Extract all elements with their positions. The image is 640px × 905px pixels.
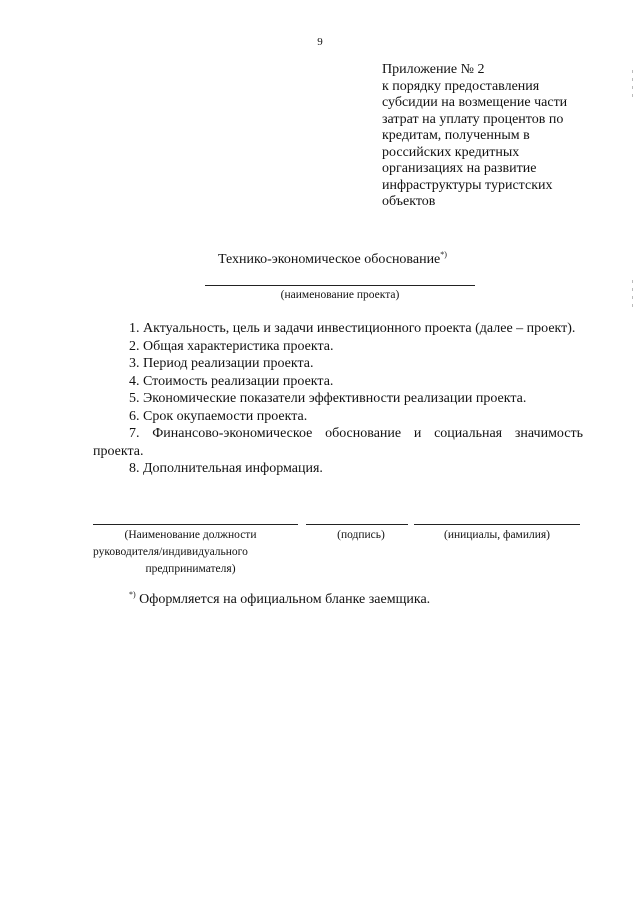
appendix-line: затрат на уплату процентов по [382,111,564,127]
appendix-line: российских кредитных [382,144,520,160]
appendix-line: инфраструктуры туристских [382,177,553,193]
initials-caption: (инициалы, фамилия) [443,529,551,541]
list-item: 8. Дополнительная информация. [129,461,323,476]
appendix-line: к порядку предоставления [382,78,540,94]
list-item: 7. Финансово-экономическое обоснование и социальная значимость проекта. [93,426,583,459]
list-item: 1. Актуальность, цель и задачи инвестиционного проекта (далее – проект). [129,321,576,336]
title-footnote-mark: *) [440,250,447,259]
appendix-line: Приложение № 2 [382,62,485,77]
document-title [218,250,447,268]
appendix-line: субсидии на возмещение части [382,95,568,110]
appendix-header [382,62,602,211]
list-item: 3. Период реализации проекта. [129,356,314,371]
list-item: 4. Стоимость реализации проекта. [129,373,334,389]
position-caption [93,527,288,578]
position-signature-line [93,524,298,525]
footnote [129,590,430,608]
position-caption-line: (Наименование должности [124,529,257,541]
footnote-text: Оформляется на официальном бланке заемщика. [139,592,431,607]
signature-line [306,524,408,525]
appendix-line: кредитам, полученным в [382,128,530,143]
signature-caption: (подпись) [337,529,385,541]
project-name-line [205,285,475,286]
list-item: 6. Срок окупаемости проекта. [129,408,308,424]
project-name-caption: (наименование проекта) [280,289,400,301]
page-number: 9 [317,36,323,48]
position-caption-line: предпринимателя) [145,563,236,575]
scan-edge-marks [632,70,636,370]
initials-signature-line [414,524,580,525]
document-title-text: Технико-экономическое обоснование [218,252,441,267]
appendix-line: организациях на развитие [382,161,537,176]
section-list [93,320,583,478]
footnote-mark: *) [129,590,136,599]
list-item: 2. Общая характеристика проекта. [129,338,334,354]
position-caption-line: руководителя/индивидуального [93,546,248,558]
appendix-line: объектов [382,194,436,209]
list-item: 5. Экономические показатели эффективности реализации проекта. [129,391,527,406]
